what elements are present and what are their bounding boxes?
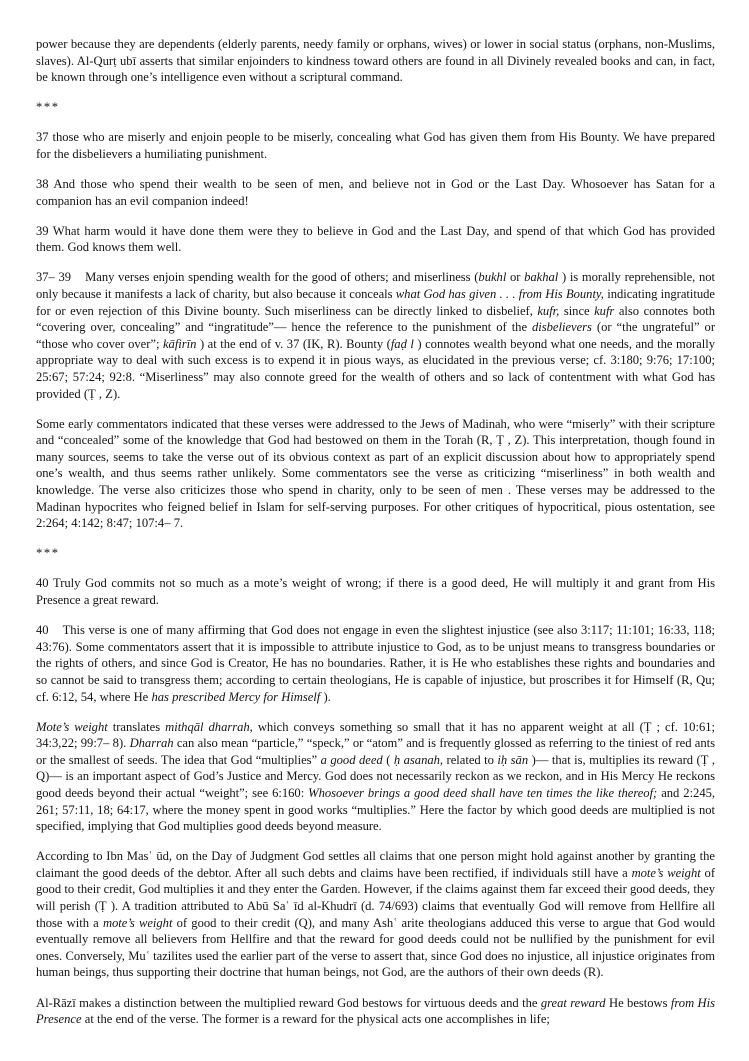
verse-40: 40 Truly God commits not so much as a mote’s weight of wrong; if there is a good deed, He will multiply it and grant from His Presence a great reward. <box>36 576 715 608</box>
verse-37: 37 those who are miserly and enjoin people to be miserly, concealing what God has given them from His Bounty. We have prepared for the disbelievers a humiliating punishment. <box>36 130 715 161</box>
commentary-37-39-b: Some early commentators indicated that these verses were addressed to the Jews of Madinah, who were “miserly” with their scripture and “concealed” some of the knowledge that God had bestowed on them in the Torah (R, Ṭ , Z). This interpretation, though found in many sources, seems to take the verse out of its obvious context as part of an explicit discussion about how to appropriately spend one’s wealth, and thus seems rather unlikely. Some commentators see the verse as criticizing “miserliness” in both wealth and knowledge. The verse also criticizes those who spend in charity, only to be seen of men . These verses may be addressed to the Madinan hypocrites who feigned belief in Islam for self-serving purposes. For other critiques of hypocritical, pious ostentation, see 2:264; 4:142; 8:47; 107:4– 7. <box>36 416 715 531</box>
section-separator-1: *** <box>36 100 60 115</box>
commentary-40: 40 This verse is one of many affirming that God does not engage in even the slightest injustice (see also 3:117; 11:101; 16:33, 118; 43:76). Some commentators assert that it is impossible to attribute injustice to God, as to be unjust means to transgress boundaries or the rights of others, and since God is Creator, He has no boundaries. Rather, it is He who establishes these rights and boundaries and so cannot be said to transgress them; according to certain theologians, He is capable of injustice, but proscribes it for Himself (R, Qu; cf. 6:12, 54, where He has prescribed Mercy for Himself ). <box>36 623 715 704</box>
verse-number-lead: 40 <box>36 623 49 638</box>
verse-38: 38 And those who spend their wealth to be seen of men, and believe not in God or the Last Day. Whosoever has Satan for a companion has an evil companion indeed! <box>36 177 715 208</box>
commentary-37-39: 37– 39 Many verses enjoin spending wealth for the good of others; and miserliness (bukhl or bakhal ) is morally reprehensible, not only because it manifests a lack of charity, but also because it conceals what God has given . . . from His Bounty, indicating ingratitude for or even rejection of this Divine bounty. Such miserliness can be directly linked to disbelief, kufr, since kufr also connotes both “covering over, concealing” and “ingratitude”— hence the reference to the punishment of the disbelievers (or “the ungrateful” or “those who cover over”; kāfirīn ) at the end of v. 37 (IK, R). Bounty (faḍ l ) connotes wealth beyond what one needs, and the morally appropriate way to deal with such excess is to expend it in pious ways, as elucidated in the previous verse; cf. 3:180; 9:76; 17:100; 25:67; 57:24; 92:8. “Miserliness” may also connote greed for the wealth of others and so lack of contentment with what God has provided (Ṭ , Z). <box>36 270 715 401</box>
commentary-40-d: Al-Rāzī makes a distinction between the multiplied reward God bestows for virtuous deeds and the great reward He bestows from His Presence at the end of the verse. The former is a reward for the physical acts one accomplishes in life; <box>36 995 715 1027</box>
commentary-40-c: According to Ibn Masʿ ūd, on the Day of Judgment God settles all claims that one person might hold against another by granting the claimant the good deeds of the debtor. After all such debts and claims have been rectified, if individuals still have a mote’s weight of good to their credit, God multiplies it and they enter the Garden. However, if the claims against them far exceed their good deeds, they will perish (Ṭ ). A tradition attributed to Abū Saʿ īd al-Khudrī (d. 74/693) claims that eventually God will remove from Hellfire all those with a mote’s weight of good to their credit (Q), and many Ashʿ arite theologians adduced this verse to argue that God would eventually remove all believers from Hellfire and that the reward for good deeds could not be nullified by the punishment for evil ones. Conversely, Muʿ tazilites used the earlier part of the verse to assert that, since God does no injustice, all injustice originates from human beings, thus supporting their doctrine that human beings, not God, are the authors of their own deeds (R). <box>36 849 715 980</box>
section-separator-2: *** <box>36 546 60 561</box>
commentary-40-b: Mote’s weight translates mithqāl dharrah, which conveys something so small that it has no apparent weight at all (Ṭ ; cf. 10:61; 34:3,22; 99:7– 8). Dharrah can also mean “particle,” “speck,” or “atom” and is frequently glossed as referring to the tiniest of red ants or the smallest of seeds. The idea that God “multiplies” a good deed ( ḥ asanah, related to iḥ sān )— that is, multiplies its reward (Ṭ , Q)— is an important aspect of God’s Justice and Mercy. God does not necessarily reckon as we reckon, and in His Mercy He reckons good deeds beyond their actual “weight”; see 6:160: Whosoever brings a good deed shall have ten times the like thereof; and 2:245, 261; 57:11, 18; 64:17, where the money spent in good works “multiplies.” Here the factor by which good deeds are multiplied is not specified, implying that God multiplies good deeds beyond measure. <box>36 719 716 834</box>
text-column <box>36 36 715 1028</box>
paragraph-intro: power because they are dependents (elderly parents, needy family or orphans, wives) or lower in social status (orphans, non-Muslims, slaves). Al-Qurṭ ubī asserts that similar enjoinders to kindness toward others are found in all Divinely revealed books and can, in fact, be known through one’s intelligence even without a scriptural command. <box>36 37 715 85</box>
verse-range-lead: 37– 39 <box>36 270 72 285</box>
verse-39: 39 What harm would it have done them were they to believe in God and the Last Day, and spend of that which God has provided them. God knows them well. <box>36 223 715 255</box>
